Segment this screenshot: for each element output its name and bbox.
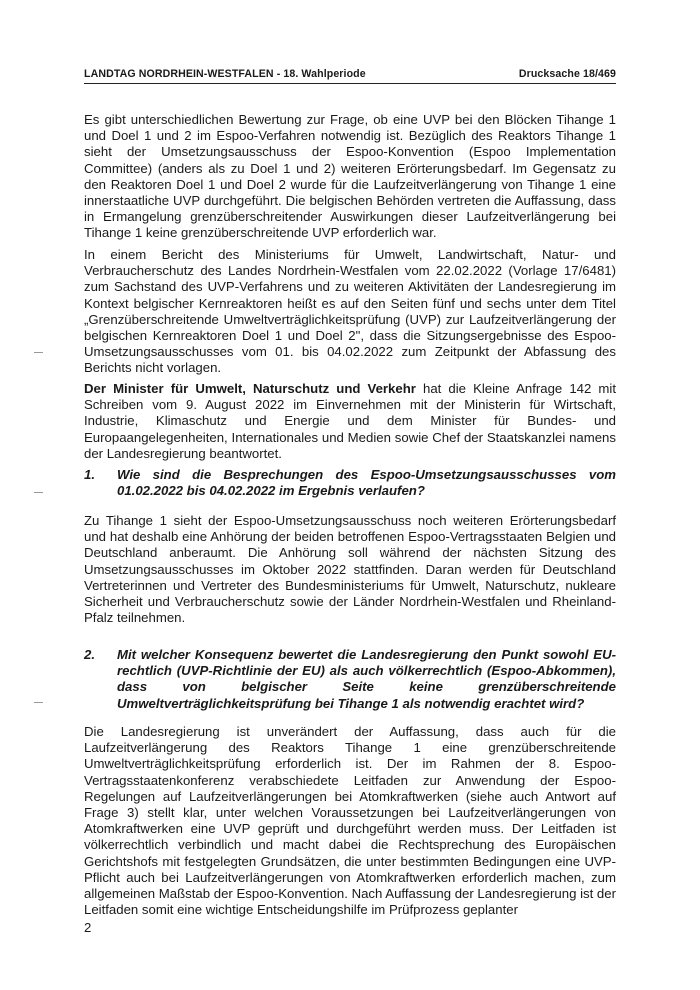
question-2-text: Mit welcher Konsequenz bewertet die Landesregierung den Punkt sowohl EU-rechtlich (UVP-Richtlinie der EU) als auch völkerrechtlich (Espoo-Abkommen), dass von belgischer Seite keine grenzüberschreitende Umweltverträglichkeitsprüfung bei Tihange 1 als notwendig erachtet wird?: [117, 647, 616, 711]
minister-text: hat die Kleine Anfrage 142 mit Schreiben vom 9. August 2022 im Einvernehmen mit der Ministerin für Wirtschaft, Industrie, Klimaschutz und Energie und dem Minister für Bundes- und Europaangelegenheiten, Internationales und Medien sowie Chef der Staatskanzlei namens der Landesregierung beantwortet.: [84, 381, 616, 461]
paragraph-report: In einem Bericht des Ministeriums für Umwelt, Landwirtschaft, Natur- und Verbraucherschutz des Landes Nordrhein-Westfalen vom 22.02.2022 (Vorlage 17/6481) zum Sachstand des UVP-Verfahrens und zu weiteren Aktivitäten der Landesregierung im Kontext belgischer Kernreaktoren heißt es auf den Seiten fünf und sechs unter dem Titel „Grenzüberschreitende Umweltverträglichkeitsprüfung (UVP) zur Laufzeitverlängerung der belgischen Kernreaktoren Doel 1 und Doel 2", dass die Sitzungsergebnisse des Espoo-Umsetzungsausschusses vom 01. bis 04.02.2022 zum Zeitpunkt der Abfassung des Berichts nicht vorlagen.: [84, 247, 616, 376]
header-title: LANDTAG NORDRHEIN-WESTFALEN - 18. Wahlperiode: [84, 68, 366, 80]
question-1-number: 1.: [84, 467, 95, 482]
question-1: [84, 467, 616, 499]
question-2-number: 2.: [84, 647, 95, 662]
question-2: [84, 647, 616, 712]
page-header: [84, 68, 616, 80]
document-number: Drucksache 18/469: [518, 68, 616, 80]
answer-2: Die Landesregierung ist unverändert der Auffassung, dass auch für die Laufzeitverlängerung des Reaktors Tihange 1 eine grenzüberschreitende Umweltverträglichkeitsprüfung erforderlich ist. Der im Rahmen der 8. Espoo-Vertragsstaatenkonferenz verabschiedete Leitfaden zur Anwendung der Espoo-Regelungen auf Laufzeitverlängerungen bei Atomkraftwerken (siehe auch Antwort auf Frage 3) stellt klar, unter welchen Voraussetzungen bei Laufzeitverlängerungen von Atomkraftwerken eine UVP geprüft und durchgeführt werden muss. Der Leitfaden ist völkerrechtlich verbindlich und macht dabei die Rechtsprechung des Europäischen Gerichtshofs mit festgelegten Grundsätzen, die unter bestimmten Bedingungen eine UVP-Pflicht auch bei Laufzeitverlängerungen von Atomkraftwerken erforderlich machen, zum allgemeinen Maßstab der Espoo-Konvention. Nach Auffassung der Landesregierung ist der Leitfaden somit eine wichtige Entscheidungshilfe im Prüfprozess geplanter: [84, 724, 616, 918]
question-1-text: Wie sind die Besprechungen des Espoo-Umsetzungsausschusses vom 01.02.2022 bis 04.02.2022 im Ergebnis verlaufen?: [117, 467, 616, 499]
minister-title: Der Minister für Umwelt, Naturschutz und Verkehr: [84, 381, 416, 396]
paragraph-minister: [84, 381, 616, 462]
margin-mark: [34, 492, 43, 493]
answer-1: Zu Tihange 1 sieht der Espoo-Umsetzungsausschuss noch weiteren Erörterungsbedarf und hat deshalb eine Anhörung der beiden betroffenen Espoo-Vertragsstaaten Belgien und Deutschland anberaumt. Die Anhörung soll während der nächsten Sitzung des Umsetzungsausschusses im Oktober 2022 stattfinden. Daran werden für Deutschland Vertreterinnen und Vertreter des Bundesministeriums für Umwelt, Naturschutz, nukleare Sicherheit und Verbraucherschutz sowie der Länder Nordrhein-Westfalen und Rheinland-Pfalz teilnehmen.: [84, 513, 616, 626]
header-divider: [84, 83, 616, 84]
paragraph-intro: Es gibt unterschiedlichen Bewertung zur Frage, ob eine UVP bei den Blöcken Tihange 1 und Doel 1 und 2 im Espoo-Verfahren notwendig ist. Bezüglich des Reaktors Tihange 1 sieht der Umsetzungsausschuss der Espoo-Konvention (Espoo Implementation Committee) (anders als zu Doel 1 und 2) weiteren Erörterungsbedarf. Im Gegensatz zu den Reaktoren Doel 1 und Doel 2 wurde für die Laufzeitverlängerung von Tihange 1 eine innerstaatliche UVP durchgeführt. Die belgischen Behörden vertreten die Auffassung, dass in Ermangelung grenzüberschreitender Auswirkungen dieser Laufzeitverlängerung bei Tihange 1 keine grenzüberschreitende UVP erforderlich war.: [84, 112, 616, 241]
margin-mark: [34, 702, 43, 703]
page-number: 2: [84, 920, 92, 935]
margin-mark: [34, 352, 43, 353]
